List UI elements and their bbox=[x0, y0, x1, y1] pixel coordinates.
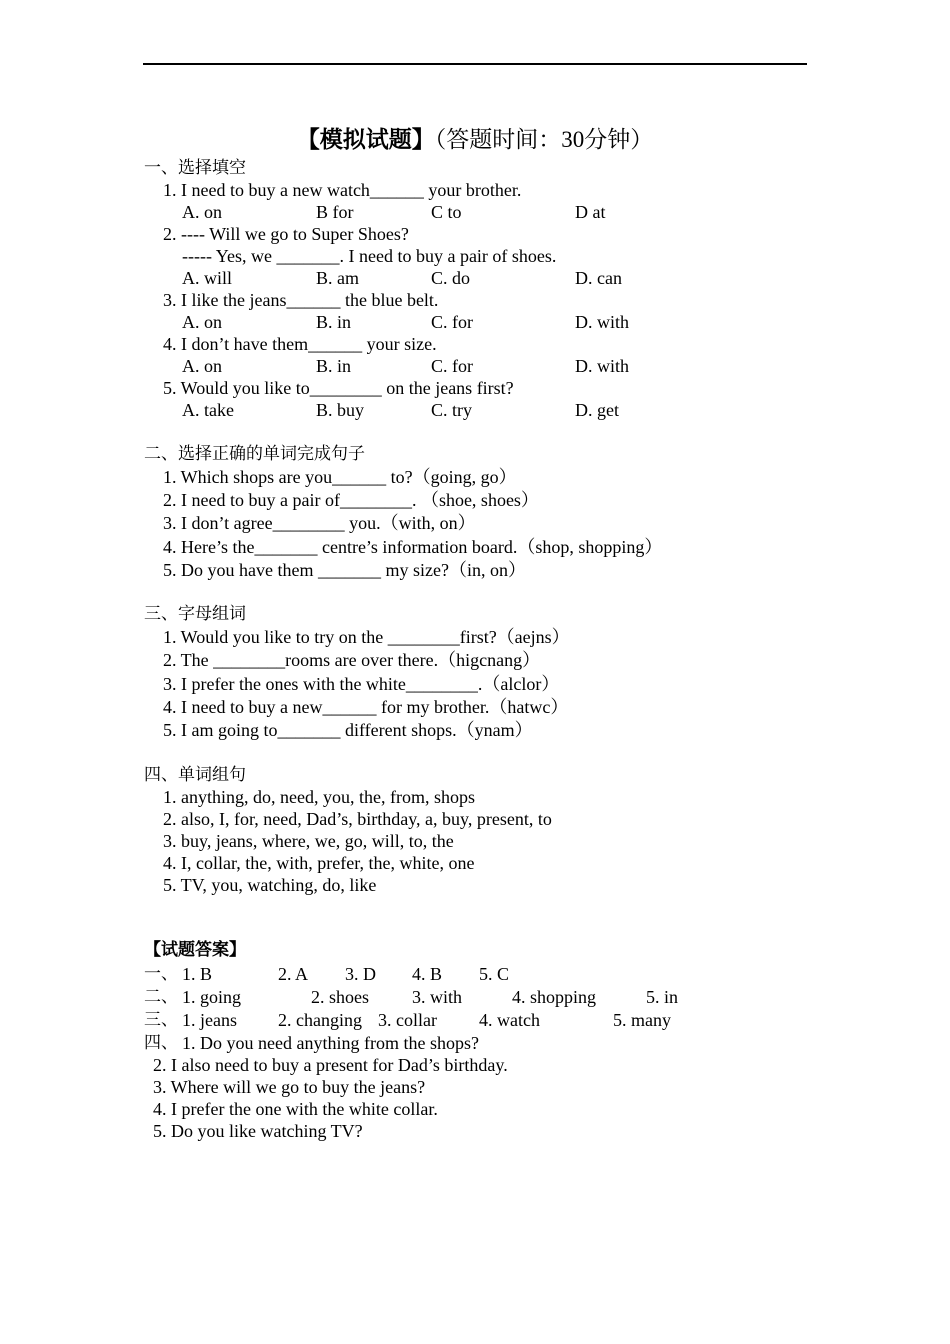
section-2-heading: 二、选择正确的单词完成句子 bbox=[144, 444, 365, 464]
s1-q2-opt-b: B. am bbox=[316, 268, 359, 288]
s3-item-2: 2. The ________rooms are over there.（higcnang） bbox=[163, 650, 541, 670]
s2-item-4: 4. Here’s the_______ centre’s information board.（shop, shopping） bbox=[163, 537, 663, 557]
s1-q4-opt-d: D. with bbox=[575, 356, 629, 376]
title-bold: 【模拟试题】 bbox=[296, 127, 435, 152]
answers-row-4-item-3: 3. Where will we go to buy the jeans? bbox=[153, 1077, 426, 1097]
answers-row-3-item-5: 5. many bbox=[613, 1010, 671, 1030]
s1-q5-opt-c: C. try bbox=[431, 400, 473, 420]
answers-row-2-item-2: 2. shoes bbox=[311, 987, 369, 1007]
s1-q1-opt-b: B for bbox=[316, 202, 354, 222]
s1-q3-opt-b: B. in bbox=[316, 312, 352, 332]
section-4-heading: 四、单词组句 bbox=[144, 765, 246, 785]
answers-row-1-label: 一、 bbox=[144, 964, 178, 984]
s4-item-4: 4. I, collar, the, with, prefer, the, white, one bbox=[163, 853, 475, 873]
answers-row-1-item-5: 5. C bbox=[479, 964, 510, 984]
s1-q4-opt-b: B. in bbox=[316, 356, 352, 376]
answers-heading: 【试题答案】 bbox=[144, 940, 246, 960]
s1-q3-opt-c: C. for bbox=[431, 312, 473, 332]
s3-item-1: 1. Would you like to try on the ________first?（aejns） bbox=[163, 627, 570, 647]
s1-q3-opt-d: D. with bbox=[575, 312, 629, 332]
answers-row-1-item-1: 1. B bbox=[182, 964, 213, 984]
s1-q3: 3. I like the jeans______ the blue belt. bbox=[163, 290, 439, 310]
answers-row-1-item-2: 2. A bbox=[278, 964, 309, 984]
s1-q2-opt-d: D. can bbox=[575, 268, 622, 288]
s2-item-2: 2. I need to buy a pair of________. （shoe, shoes） bbox=[163, 490, 539, 510]
s4-item-3: 3. buy, jeans, where, we, go, will, to, the bbox=[163, 831, 454, 851]
s1-q5-opt-d: D. get bbox=[575, 400, 619, 420]
s4-item-2: 2. also, I, for, need, Dad’s, birthday, a, buy, present, to bbox=[163, 809, 552, 829]
s2-item-3: 3. I don’t agree________ you.（with, on） bbox=[163, 513, 476, 533]
answers-row-3-item-4: 4. watch bbox=[479, 1010, 540, 1030]
answers-row-2-item-5: 5. in bbox=[646, 987, 679, 1007]
answers-row-4-item-4: 4. I prefer the one with the white collar. bbox=[153, 1099, 438, 1119]
s4-item-5: 5. TV, you, watching, do, like bbox=[163, 875, 377, 895]
answers-row-3-item-2: 2. changing bbox=[278, 1010, 362, 1030]
answers-row-3-item-3: 3. collar bbox=[378, 1010, 437, 1030]
answers-row-2-item-4: 4. shopping bbox=[512, 987, 597, 1007]
answers-row-2-item-3: 3. with bbox=[412, 987, 463, 1007]
s4-item-1: 1. anything, do, need, you, the, from, shops bbox=[163, 787, 475, 807]
answers-row-2-label: 二、 bbox=[144, 987, 178, 1007]
page-title bbox=[0, 124, 950, 156]
s1-q5-opt-b: B. buy bbox=[316, 400, 365, 420]
s1-q5: 5. Would you like to________ on the jeans first? bbox=[163, 378, 514, 398]
answers-row-4-item-2: 2. I also need to buy a present for Dad’s birthday. bbox=[153, 1055, 508, 1075]
answers-row-1-item-4: 4. B bbox=[412, 964, 443, 984]
s2-item-1: 1. Which shops are you______ to?（going, go） bbox=[163, 467, 517, 487]
answers-row-2-item-1: 1. going bbox=[182, 987, 242, 1007]
s1-q1-opt-c: C to bbox=[431, 202, 462, 222]
answers-row-3-label: 三、 bbox=[144, 1010, 178, 1030]
s1-q2-line2: ----- Yes, we _______. I need to buy a pair of shoes. bbox=[182, 246, 557, 266]
s1-q2-opt-c: C. do bbox=[431, 268, 471, 288]
s1-q2: 2. ---- Will we go to Super Shoes? bbox=[163, 224, 409, 244]
s1-q4: 4. I don’t have them______ your size. bbox=[163, 334, 437, 354]
section-3-heading: 三、字母组词 bbox=[144, 604, 246, 624]
answers-row-1-item-3: 3. D bbox=[345, 964, 376, 984]
s1-q4-opt-c: C. for bbox=[431, 356, 473, 376]
s2-item-5: 5. Do you have them _______ my size?（in, on） bbox=[163, 560, 526, 580]
s1-q1-opt-d: D at bbox=[575, 202, 606, 222]
answers-row-4-item-1: 1. Do you need anything from the shops? bbox=[182, 1033, 479, 1053]
answers-row-3-item-1: 1. jeans bbox=[182, 1010, 237, 1030]
s1-q4-opt-a: A. on bbox=[182, 356, 222, 376]
header-rule bbox=[143, 63, 807, 65]
answers-row-4-label: 四、 bbox=[144, 1033, 178, 1053]
section-1-heading: 一、选择填空 bbox=[144, 158, 246, 178]
s1-q5-opt-a: A. take bbox=[182, 400, 234, 420]
s1-q2-opt-a: A. will bbox=[182, 268, 233, 288]
s3-item-3: 3. I prefer the ones with the white________.（alclor） bbox=[163, 674, 560, 694]
s1-q3-opt-a: A. on bbox=[182, 312, 222, 332]
s3-item-4: 4. I need to buy a new______ for my brother.（hatwc） bbox=[163, 697, 569, 717]
s1-q1: 1. I need to buy a new watch______ your brother. bbox=[163, 180, 522, 200]
s1-q1-opt-a: A. on bbox=[182, 202, 222, 222]
s3-item-5: 5. I am going to_______ different shops.（ynam） bbox=[163, 720, 533, 740]
title-time: （答题时间：30分钟） bbox=[434, 127, 654, 152]
answers-row-4-item-5: 5. Do you like watching TV? bbox=[153, 1121, 363, 1141]
